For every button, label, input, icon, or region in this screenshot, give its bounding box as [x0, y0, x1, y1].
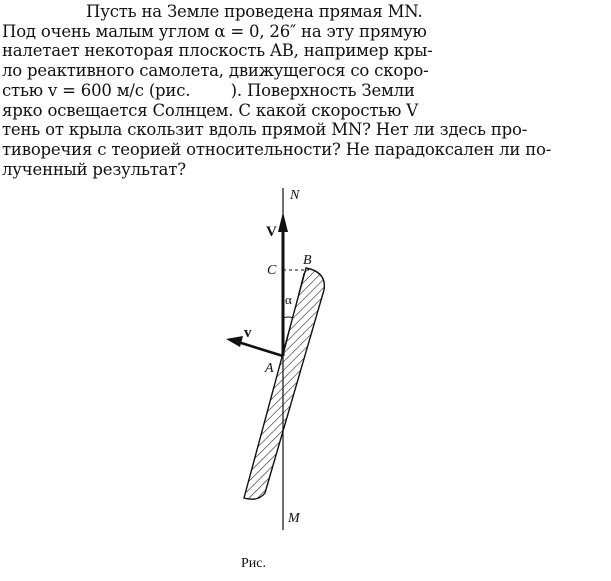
label-m: M — [288, 511, 300, 526]
problem-line: Под очень малым углом α = 0, 26″ на эту прямую — [2, 21, 427, 41]
figure-caption: Рис. — [241, 556, 266, 571]
label-c: C — [267, 263, 277, 278]
label-b: B — [303, 253, 312, 268]
problem-line: стью v = 600 м/с (рис. ). Поверхность Земли — [2, 80, 415, 100]
vector-big-v-arrowhead — [278, 212, 288, 232]
problem-line: ло реактивного самолета, движущегося со скоро- — [2, 61, 429, 81]
problem-line: Пусть на Земле проведена прямая MN. — [86, 2, 423, 21]
problem-line: налетает некоторая плоскость AB, например кры- — [2, 41, 433, 61]
vector-small-v-arrowhead — [226, 336, 243, 347]
label-big-v: V — [266, 224, 277, 240]
label-a: A — [265, 361, 274, 376]
problem-line: тиворечия с теорией относительности? Не парадоксален ли по- — [2, 139, 552, 159]
problem-line: ярко освещается Солнцем. С какой скоростью V — [2, 100, 418, 120]
problem-line: лученный результат? — [2, 159, 186, 179]
label-n: N — [290, 188, 300, 203]
problem-line: тень от крыла скользит вдоль прямой MN? Нет ли здесь про- — [2, 120, 528, 140]
vector-small-v — [238, 342, 283, 356]
label-alpha: α — [285, 292, 292, 307]
label-small-v: v — [244, 325, 252, 341]
